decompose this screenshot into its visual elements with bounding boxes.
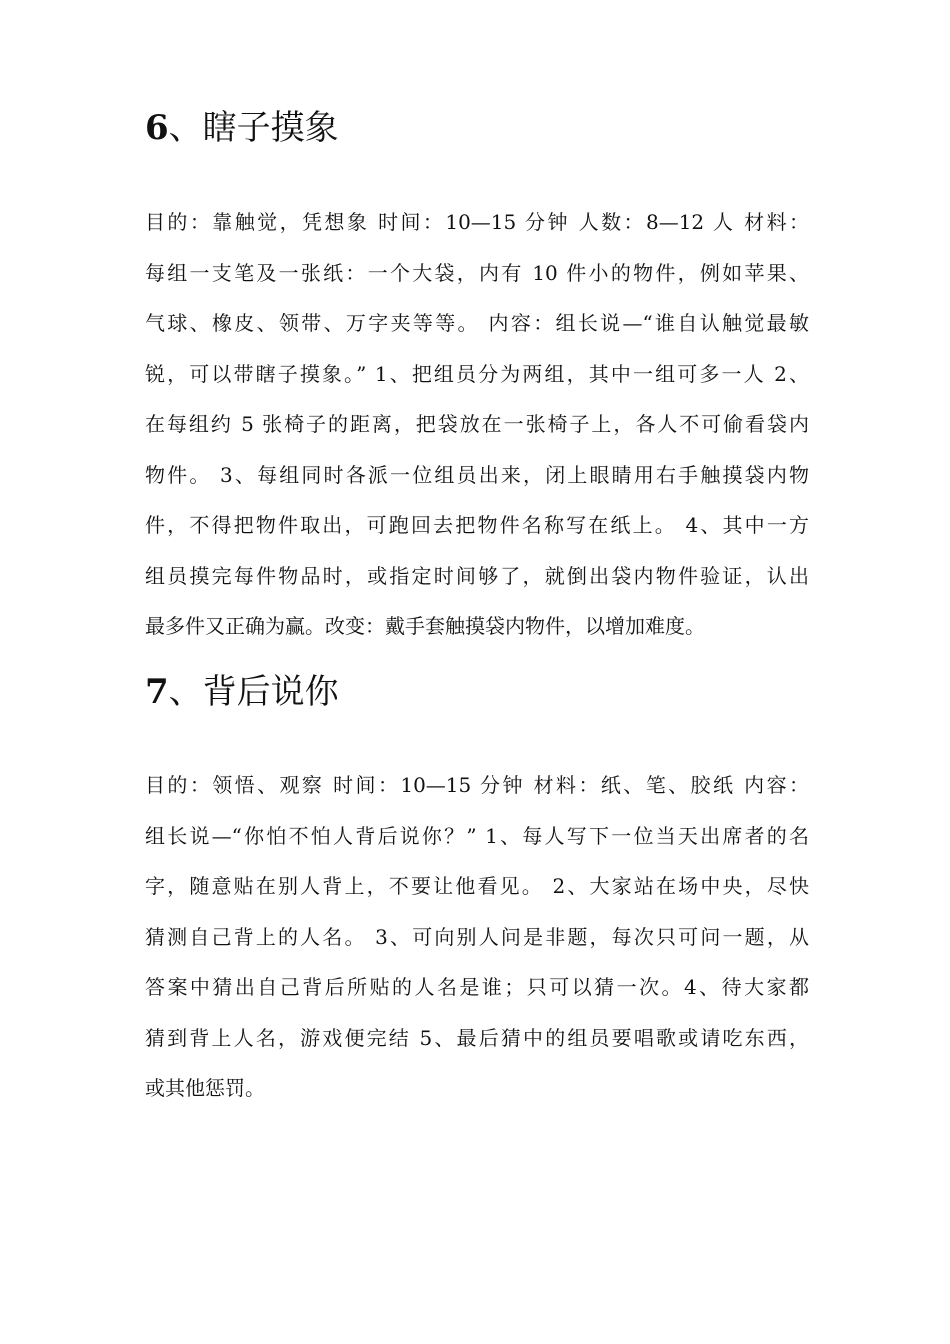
section-6-line: 组员摸完每件物品时，或指定时间够了，就倒出袋内物件验证，认出: [145, 563, 809, 588]
section-7-line: 组长说—“你怕不怕人背后说你？” 1、每人写下一位当天出席者的名: [145, 823, 809, 848]
section-6-line: 最多件又正确为赢。改变：戴手套触摸袋内物件，以增加难度。: [145, 614, 705, 638]
section-6-line: 在每组约 5 张椅子的距离，把袋放在一张椅子上，各人不可偷看袋内: [145, 412, 809, 436]
section-7-line: 目的：领悟、观察 时间：10—15 分钟 材料：纸、笔、胶纸 内容：: [145, 773, 809, 797]
section-7-heading: [145, 672, 339, 712]
section-7-line: 或其他惩罚。: [145, 1076, 265, 1100]
section-7-line: 答案中猜出自己背后所贴的人名是谁；只可以猜一次。4、待大家都: [145, 975, 809, 999]
section-7-line: 猜测自己背上的人名。 3、可向别人问是非题，每次只可问一题，从: [145, 924, 809, 949]
section-6-line: 每组一支笔及一张纸：一个大袋，内有 10 件小的物件，例如苹果、: [145, 260, 809, 285]
section-6-line: 目的：靠触觉，凭想象 时间：10—15 分钟 人数：8—12 人 材料：: [145, 210, 809, 234]
section-6-title: 、瞎子摸象: [168, 108, 339, 148]
section-6-line: 锐，可以带瞎子摸象。” 1、把组员分为两组，其中一组可多一人 2、: [145, 361, 809, 386]
section-6-line: 物件。 3、每组同时各派一位组员出来，闭上眼睛用右手触摸袋内物: [145, 462, 809, 487]
section-7-number: 7: [145, 672, 169, 712]
section-6-heading: [145, 108, 339, 148]
section-6-line: 气球、橡皮、领带、万字夹等等。 内容：组长说—“谁自认触觉最敏: [145, 311, 809, 335]
section-7-title: 、背后说你: [168, 672, 339, 712]
section-7-body: [145, 760, 809, 1114]
section-7-line: 猜到背上人名，游戏便完结 5、最后猜中的组员要唱歌或请吃东西，: [145, 1025, 809, 1050]
section-6-number: 6: [145, 108, 169, 148]
section-6-line: 件，不得把物件取出，可跑回去把物件名称写在纸上。 4、其中一方: [145, 513, 809, 537]
section-7-line: 字，随意贴在别人背上，不要让他看见。 2、大家站在场中央，尽快: [145, 874, 809, 898]
section-6-body: [145, 197, 809, 652]
